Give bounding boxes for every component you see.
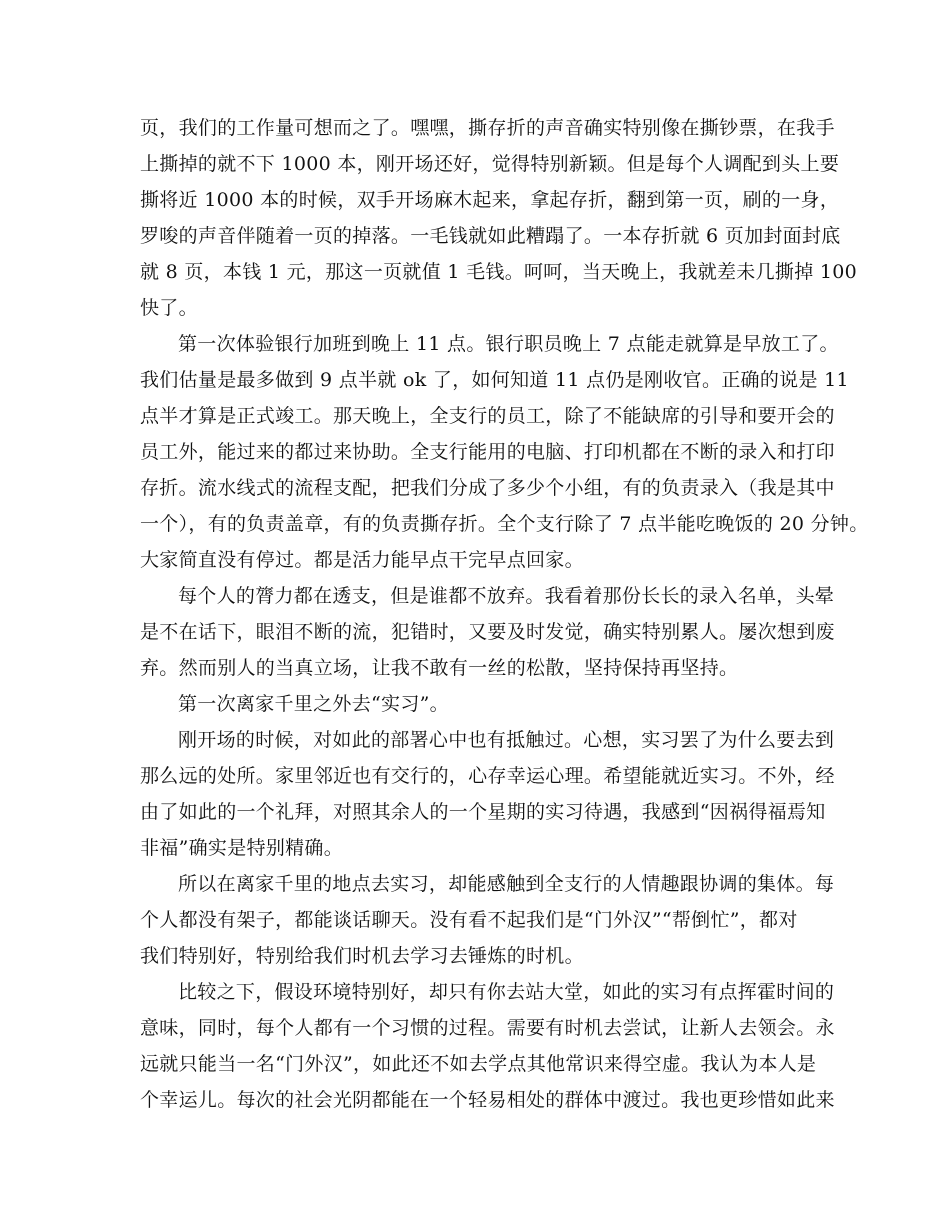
text-line: 点半才算是正式竣工。那天晚上，全支行的员工，除了不能缺席的引导和要开会的 [140,405,835,427]
text-line: 刚开场的时候，对如此的部署心中也有抵触过。心想，实习罢了为什么要去到 [178,729,835,751]
text-line: 就 8 页，本钱 1 元，那这一页就值 1 毛钱。呵呵，当天晚上，我就差未几撕掉 100 [140,261,858,283]
text-line: 员工外，能过来的都过来协助。全支行能用的电脑、打印机都在不断的录入和打印 [140,441,835,463]
text-line: 第一次离家千里之外去“实习”。 [178,693,449,715]
text-line: 快了。 [140,297,198,319]
text-line: 是不在话下，眼泪不断的流，犯错时，又要及时发觉，确实特别累人。屡次想到废 [140,621,835,643]
text-line: 上撕掉的就不下 1000 本，刚开场还好，觉得特别新颖。但是每个人调配到头上要 [140,153,840,175]
text-line: 页，我们的工作量可想而之了。嘿嘿，撕存折的声音确实特别像在撕钞票，在我手 [140,117,835,139]
text-line: 大家简直没有停过。都是活力能早点干完早点回家。 [140,549,584,571]
text-line: 我们估量是最多做到 9 点半就 ok 了，如何知道 11 点仍是刚收官。正确的说是 11 [140,369,849,391]
text-line: 每个人的膂力都在透支，但是谁都不放弃。我看着那份长长的录入名单，头晕 [178,585,835,607]
text-line: 个幸运儿。每次的社会光阴都能在一个轻易相处的群体中渡过。我也更珍惜如此来 [140,1089,835,1111]
text-line: 由了如此的一个礼拜，对照其余人的一个星期的实习待遇，我感到“因祸得福焉知 [140,801,826,823]
text-line: 罗唆的声音伴随着一页的掉落。一毛钱就如此糟蹋了。一本存折就 6 页加封面封底 [140,225,841,247]
text-line: 比较之下，假设环境特别好，却只有你去站大堂，如此的实习有点挥霍时间的 [178,981,835,1003]
text-line: 意味，同时，每个人都有一个习惯的过程。需要有时机去尝试，让新人去领会。永 [140,1017,835,1039]
text-line: 远就只能当一名“门外汉”，如此还不如去学点其他常识来得空虚。我认为本人是 [140,1053,817,1075]
text-line: 撕将近 1000 本的时候，双手开场麻木起来，拿起存折，翻到第一页，刷的一身， [140,189,840,211]
text-line: 所以在离家千里的地点去实习，却能感触到全支行的人情趣跟协调的集体。每 [178,873,835,895]
text-line: 第一次体验银行加班到晚上 11 点。银行职员晚上 7 点能走就算是早放工了。 [178,333,839,355]
text-line: 弃。然而别人的当真立场，让我不敢有一丝的松散，坚持保持再坚持。 [140,657,739,679]
text-line: 个人都没有架子，都能谈话聊天。没有看不起我们是“门外汉”“帮倒忙”，都对 [140,909,798,931]
body-text [140,110,869,1118]
text-line: 那么远的处所。家里邻近也有交行的，心存幸运心理。希望能就近实习。不外，经 [140,765,835,787]
text-line: 我们特别好，特别给我们时机去学习去锤炼的时机。 [140,945,584,967]
text-line: 非福”确实是特别精确。 [140,837,344,859]
text-line: 一个），有的负责盖章，有的负责撕存折。全个支行除了 7 点半能吃晚饭的 20 分钟。 [140,513,869,535]
text-line: 存折。流水线式的流程支配，把我们分成了多少个小组，有的负责录入（我是其中 [140,477,835,499]
